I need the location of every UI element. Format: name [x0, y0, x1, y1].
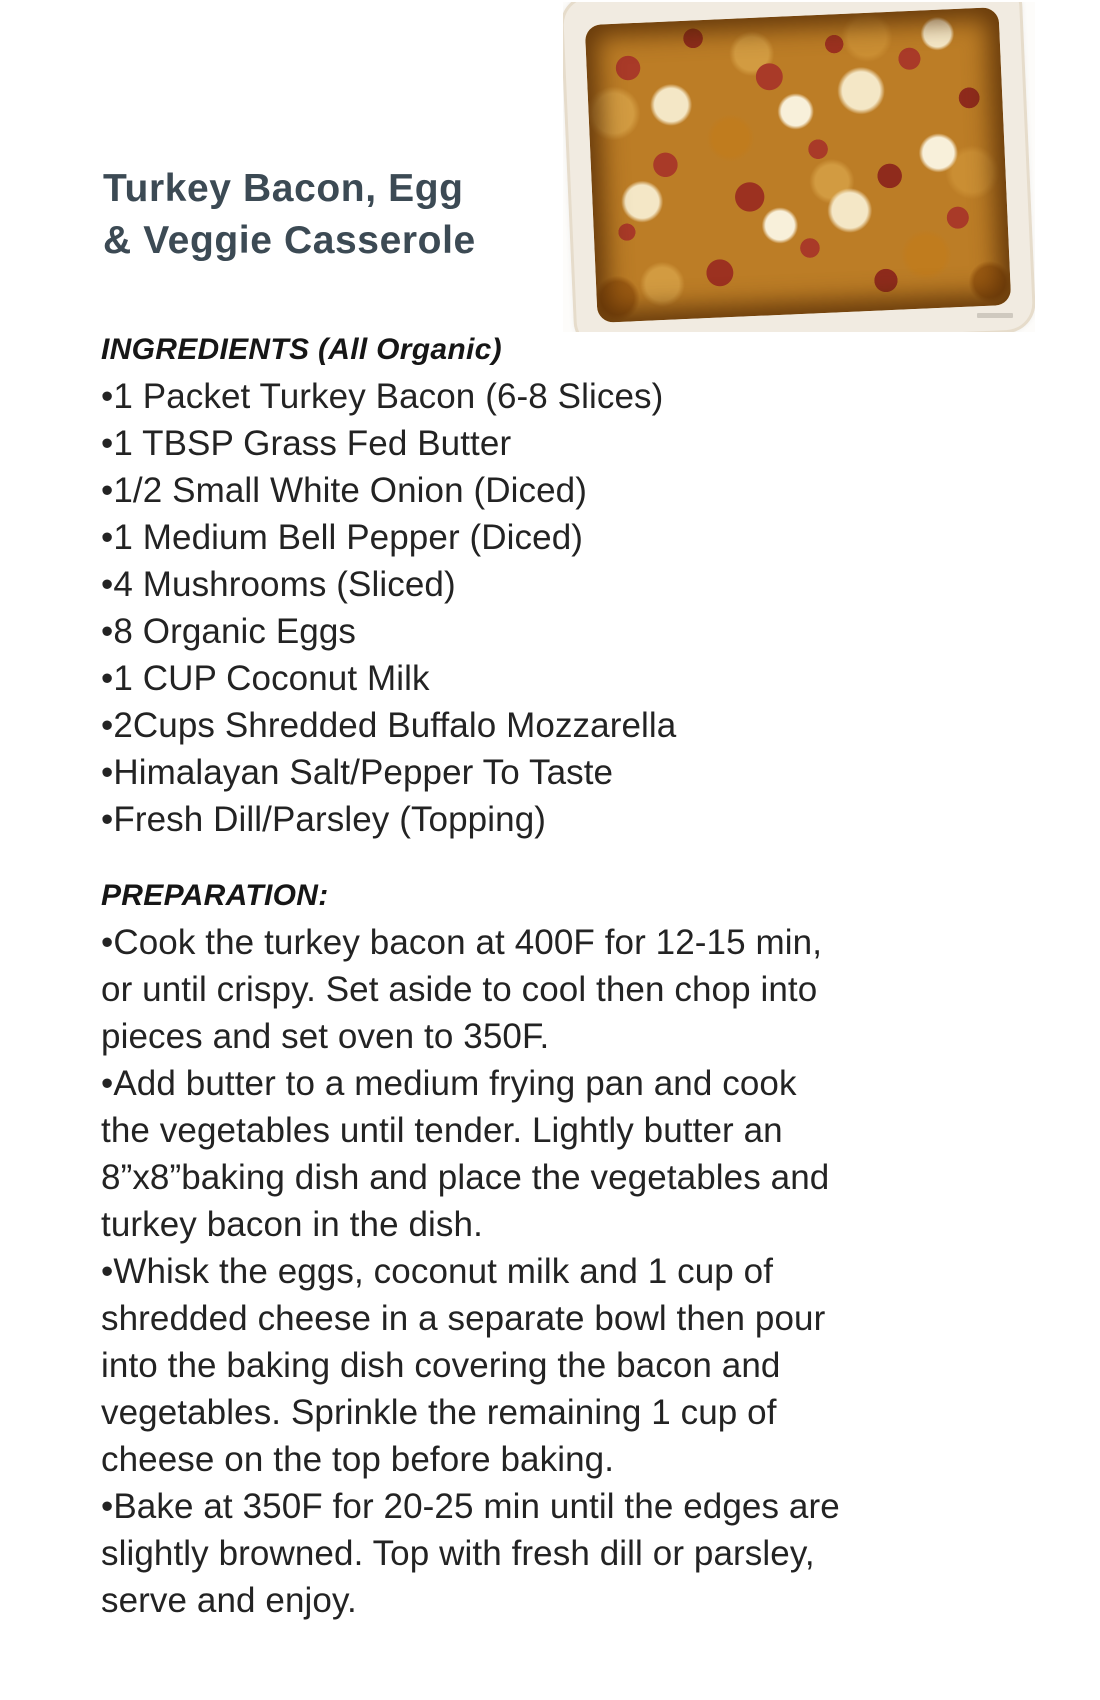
preparation-line: shredded cheese in a separate bowl then pour: [101, 1299, 826, 1338]
preparation-line: serve and enjoy.: [101, 1581, 357, 1620]
preparation-line: vegetables. Sprinkle the remaining 1 cup of: [101, 1393, 777, 1432]
preparation-line: into the baking dish covering the bacon and: [101, 1346, 781, 1385]
preparation-line: 8”x8”baking dish and place the vegetables and: [101, 1158, 830, 1197]
preparation-line: slightly browned. Top with fresh dill or parsley,: [101, 1534, 815, 1573]
recipe-title: [103, 163, 476, 267]
preparation-line: pieces and set oven to 350F.: [101, 1017, 550, 1056]
ingredient-item: •1 CUP Coconut Milk: [101, 659, 430, 698]
photo-watermark: [977, 313, 1013, 318]
casserole-photo: [563, 2, 1035, 332]
preparation-line: •Whisk the eggs, coconut milk and 1 cup of: [101, 1252, 774, 1291]
ingredients-section: [101, 326, 676, 843]
ingredient-item: •1 Medium Bell Pepper (Diced): [101, 518, 584, 557]
ingredient-item: •Fresh Dill/Parsley (Topping): [101, 800, 547, 839]
ingredient-item: •2Cups Shredded Buffalo Mozzarella: [101, 706, 677, 745]
ingredients-list: [101, 373, 676, 843]
ingredient-item: •Himalayan Salt/Pepper To Taste: [101, 753, 614, 792]
preparation-line: •Cook the turkey bacon at 400F for 12-15 min,: [101, 923, 823, 962]
ingredient-item: •1 Packet Turkey Bacon (6-8 Slices): [101, 377, 664, 416]
preparation-line: the vegetables until tender. Lightly butter an: [101, 1111, 783, 1150]
preparation-steps: [101, 919, 840, 1624]
baking-dish: [563, 2, 1035, 332]
preparation-line: turkey bacon in the dish.: [101, 1205, 483, 1244]
ingredient-item: •8 Organic Eggs: [101, 612, 356, 651]
preparation-heading: PREPARATION:: [101, 879, 329, 912]
preparation-line: cheese on the top before baking.: [101, 1440, 615, 1479]
ingredient-item: •1/2 Small White Onion (Diced): [101, 471, 587, 510]
ingredients-heading: INGREDIENTS (All Organic): [101, 333, 502, 366]
preparation-line: •Add butter to a medium frying pan and cook: [101, 1064, 797, 1103]
preparation-line: or until crispy. Set aside to cool then chop into: [101, 970, 818, 1009]
preparation-line: •Bake at 350F for 20-25 min until the edges are: [101, 1487, 840, 1526]
preparation-section: [101, 872, 840, 1624]
recipe-title-line-2: & Veggie Casserole: [103, 219, 476, 262]
ingredient-item: •1 TBSP Grass Fed Butter: [101, 424, 512, 463]
ingredient-item: •4 Mushrooms (Sliced): [101, 565, 456, 604]
casserole-food: [585, 7, 1012, 323]
recipe-title-line-1: Turkey Bacon, Egg: [103, 167, 464, 210]
